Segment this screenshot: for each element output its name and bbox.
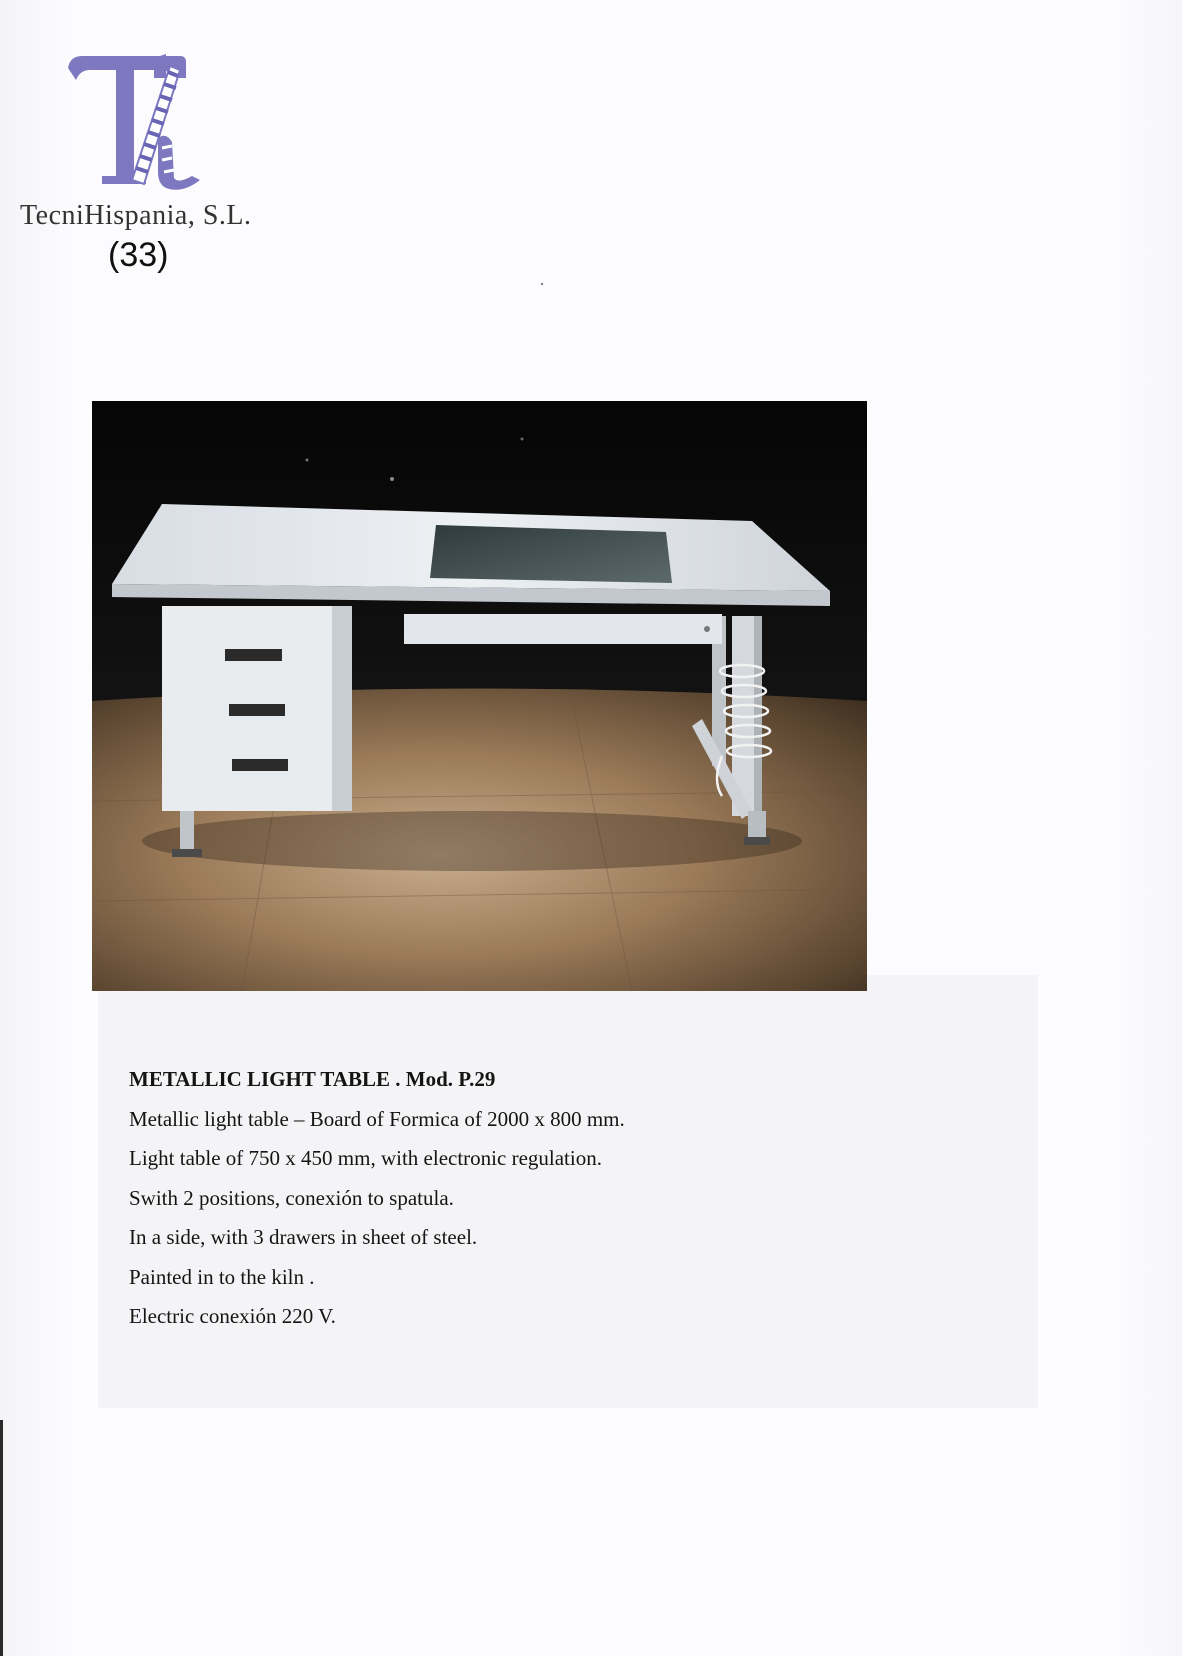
product-spec-line: Metallic light table – Board of Formica of 2000 x 800 mm.	[129, 1106, 625, 1131]
metallic-light-table-photo-icon	[92, 401, 867, 991]
scan-edge	[0, 1420, 3, 1656]
product-spec-line: In a side, with 3 drawers in sheet of steel.	[129, 1225, 478, 1249]
th-monogram-logo-icon	[62, 48, 212, 198]
product-spec-line: Painted in to the kiln .	[129, 1264, 315, 1289]
scan-speck	[541, 283, 543, 285]
company-name: TecniHispania, S.L.	[20, 200, 252, 231]
page-number: (33)	[108, 236, 169, 274]
product-title: METALLIC LIGHT TABLE . Mod. P.29	[129, 1067, 496, 1091]
product-spec-line: Electric conexión 220 V.	[129, 1304, 336, 1328]
product-spec-line: Swith 2 positions, conexión to spatula.	[129, 1185, 454, 1210]
product-spec-line: Light table of 750 x 450 mm, with electronic regulation.	[129, 1146, 602, 1170]
product-description	[129, 1060, 625, 1337]
